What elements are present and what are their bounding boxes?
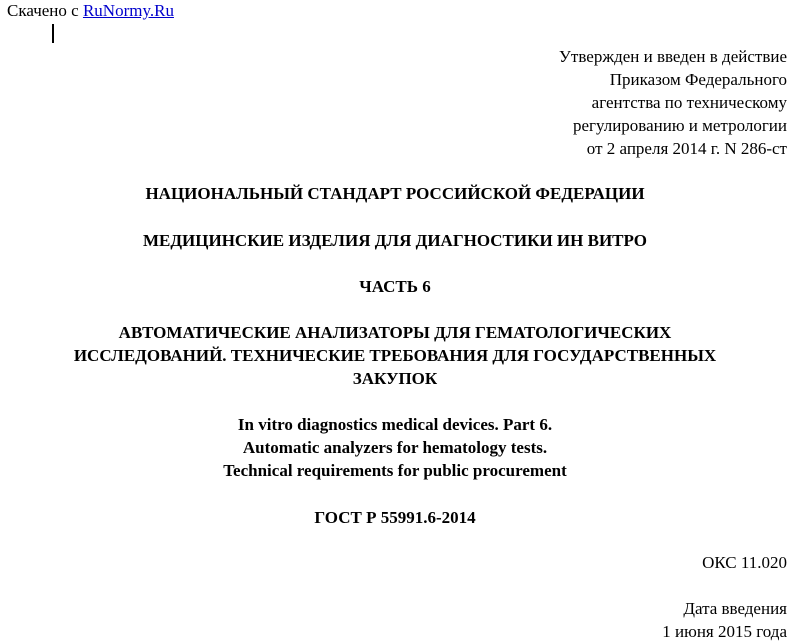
english-title-line: Technical requirements for public procurement xyxy=(223,461,567,480)
approval-block xyxy=(559,45,787,160)
introduction-date-block xyxy=(662,597,787,643)
english-title-line: In vitro diagnostics medical devices. Part 6. xyxy=(237,415,553,434)
subtitle-line: ЗАКУПОК xyxy=(352,369,438,388)
subtitle-block xyxy=(0,321,790,390)
introduction-date: 1 июня 2015 года xyxy=(662,622,787,641)
approval-line: Приказом Федерального xyxy=(609,70,787,89)
subtitle-line: АВТОМАТИЧЕСКИЕ АНАЛИЗАТОРЫ ДЛЯ ГЕМАТОЛОГИЧЕСКИХ xyxy=(118,323,672,342)
approval-line: от 2 апреля 2014 г. N 286-ст xyxy=(586,139,787,158)
gost-number: ГОСТ Р 55991.6-2014 xyxy=(314,508,476,527)
part-heading: ЧАСТЬ 6 xyxy=(359,277,431,296)
introduction-label: Дата введения xyxy=(683,599,787,618)
runormy-link[interactable]: RuNormy.Ru xyxy=(82,1,174,20)
approval-line: регулированию и метрологии xyxy=(572,116,787,135)
subtitle-line: ИССЛЕДОВАНИЙ. ТЕХНИЧЕСКИЕ ТРЕБОВАНИЯ ДЛЯ ГОСУДАРСТВЕННЫХ xyxy=(73,346,717,365)
approval-line: агентства по техническому xyxy=(591,93,787,112)
source-note xyxy=(7,1,174,21)
document-title: МЕДИЦИНСКИЕ ИЗДЕЛИЯ ДЛЯ ДИАГНОСТИКИ ИН ВИТРО xyxy=(142,231,648,250)
english-title-line: Automatic analyzers for hematology tests. xyxy=(242,438,548,457)
english-title-block xyxy=(0,413,790,482)
oks-code: ОКС 11.020 xyxy=(702,553,787,572)
source-prefix: Скачено с xyxy=(7,1,83,20)
approval-line: Утвержден и введен в действие xyxy=(558,47,787,66)
text-cursor xyxy=(52,24,54,43)
standard-type-heading: НАЦИОНАЛЬНЫЙ СТАНДАРТ РОССИЙСКОЙ ФЕДЕРАЦИИ xyxy=(145,184,645,203)
